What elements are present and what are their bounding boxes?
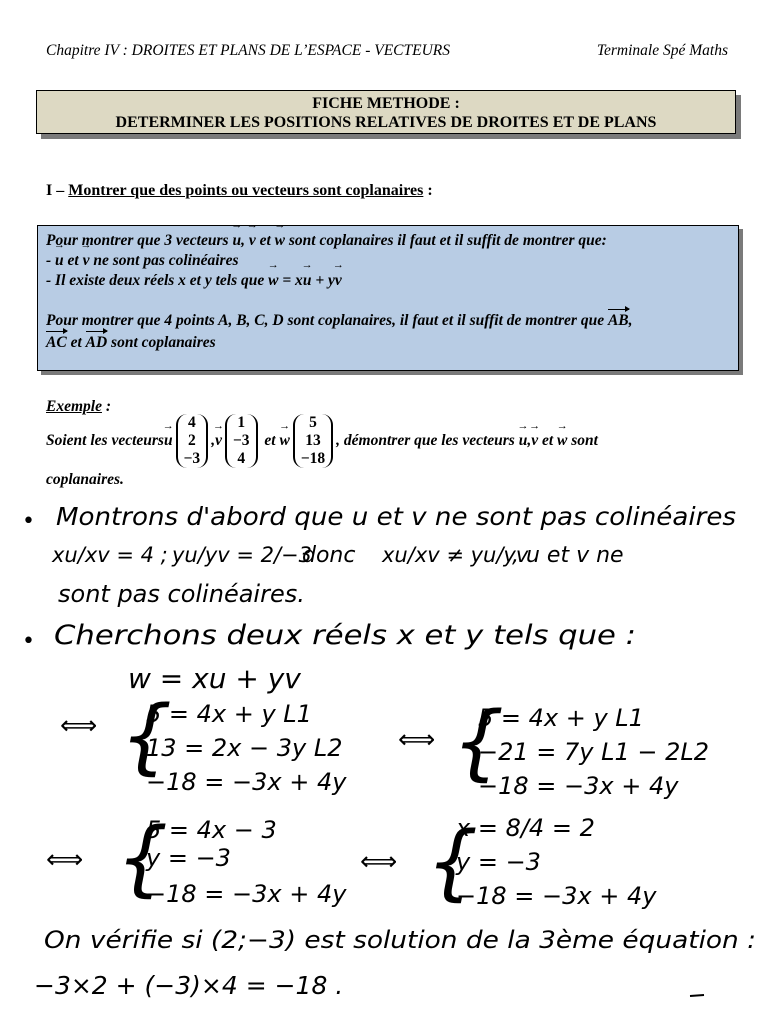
text: et: [66, 334, 86, 351]
sys3-eq2: y = −3: [146, 844, 231, 872]
vector-w: → w: [268, 271, 278, 291]
text: + y: [311, 272, 335, 289]
coord: 4: [188, 414, 196, 431]
sys3-eq3: −18 = −3x + 4y: [146, 880, 347, 908]
example-colon: :: [101, 398, 112, 415]
text: sont coplanaires il faut et il suffit de montrer que:: [284, 232, 607, 249]
vector-v: → v: [531, 432, 538, 450]
equiv-4: ⟺: [360, 847, 398, 877]
sys1-eq1: 5 = 4x + y L1: [146, 700, 312, 728]
hw-ratio-3: xu/xv ≠ yu/yv: [382, 543, 529, 567]
hw-main-equation: w = xu + yv: [128, 662, 301, 695]
vector-v: → v: [335, 271, 342, 291]
sys3-eq1: 5 = 4x − 3: [146, 816, 277, 844]
hw-ratio-3-tail: , u et v ne: [512, 543, 624, 568]
sys4-eq2: y = −3: [456, 848, 541, 876]
vector-u: → u: [519, 432, 528, 450]
coord: 13: [305, 432, 321, 449]
hw-line-4: Cherchons deux réels x et y tels que :: [54, 620, 636, 651]
text: et: [255, 232, 275, 249]
stray-mark: [690, 995, 704, 996]
sys2-eq3: −18 = −3x + 4y: [478, 772, 679, 800]
text: , démontrer que les vecteurs: [336, 432, 519, 449]
vector-u: → u: [232, 231, 241, 251]
section-number: I –: [46, 182, 65, 199]
hw-line-1: Montrons d'abord que u et v ne sont pas colinéaires: [56, 502, 736, 531]
hw-ratio-2: yu/yv = 2/−3: [172, 543, 313, 567]
vector-ab: AB: [607, 312, 629, 329]
text: et: [260, 432, 280, 449]
sys1-eq3: −18 = −3x + 4y: [146, 768, 347, 796]
brace-1: {: [120, 689, 173, 784]
sys2-eq2: −21 = 7y L1 − 2L2: [478, 738, 710, 766]
text: - Il existe deux réels x et y tels que: [46, 272, 269, 289]
text: ,: [211, 432, 216, 449]
text: -: [46, 252, 56, 269]
equiv-3: ⟺: [46, 845, 84, 875]
sys2-eq1: 5 = 4x + y L1: [478, 704, 644, 732]
coord: 1: [237, 414, 246, 431]
vector-v: → v: [83, 251, 90, 271]
vector-v: → v: [215, 432, 222, 450]
text: ,: [527, 432, 532, 449]
hw-line-3: sont pas colinéaires.: [58, 580, 305, 608]
bullet-2: •: [22, 629, 35, 654]
title-line-2: DETERMINER LES POSITIONS RELATIVES DE DROITES ET DE PLANS: [115, 114, 657, 131]
text: et: [63, 252, 83, 269]
hw-donc: donc: [302, 543, 356, 568]
text: ne sont pas colinéaires: [89, 252, 239, 269]
vector-u: → u: [303, 271, 312, 291]
vector-u: → u: [55, 251, 64, 271]
vector-ac: AC: [46, 334, 67, 351]
vector-v: → v: [249, 231, 256, 251]
coord: −3: [183, 450, 201, 467]
section-title: Montrer que des points ou vecteurs sont coplanaires: [68, 182, 424, 199]
course-name: Terminale Spé Maths: [596, 42, 728, 59]
text: ,: [241, 232, 249, 249]
hw-ratio-1: xu/xv = 4 ;: [52, 543, 168, 567]
text: Soient les vecteurs: [46, 432, 164, 449]
text: Pour montrer que 4 points A, B, C, D sont coplanaires, il faut et il suffit de montrer que: [46, 312, 608, 329]
vector-w: → w: [557, 432, 567, 450]
title-line-1: FICHE METHODE :: [312, 95, 460, 112]
text: = x: [278, 272, 303, 289]
sys1-eq2: 13 = 2x − 3y L2: [146, 734, 343, 762]
vector-w: → w: [275, 231, 285, 251]
chapter-title: Chapitre IV : DROITES ET PLANS DE L’ESPACE - VECTEURS: [46, 42, 450, 59]
brace-2: {: [452, 695, 505, 790]
example-word: Exemple: [46, 398, 102, 415]
coord: 2: [188, 432, 196, 449]
vector-w: → w: [279, 432, 289, 450]
vector-u: → u: [164, 432, 173, 450]
text: sont coplanaires: [107, 334, 216, 351]
text: Pour montrer que 3 vecteurs: [46, 232, 233, 249]
hw-final: −3×2 + (−3)×4 = −18 .: [34, 971, 344, 1000]
vector-ad: AD: [85, 334, 108, 351]
sys4-eq3: −18 = −3x + 4y: [456, 882, 657, 910]
brace-4: {: [426, 815, 479, 910]
section-colon: :: [423, 182, 433, 199]
coord: −3: [232, 432, 250, 449]
text: ,: [628, 312, 633, 329]
equiv-2: ⟺: [398, 725, 436, 755]
coord: 4: [237, 450, 246, 467]
bullet-1: •: [22, 509, 35, 534]
brace-3: {: [116, 811, 169, 906]
text: sont: [567, 432, 598, 449]
equiv-1: ⟺: [60, 711, 98, 741]
text: et: [538, 432, 558, 449]
hw-verify: On vérifie si (2;−3) est solution de la 3ème équation :: [44, 926, 756, 954]
sys4-eq1: x = 8/4 = 2: [456, 814, 595, 842]
example-statement-end: coplanaires.: [46, 471, 124, 488]
coord: −18: [300, 450, 326, 467]
coord: 5: [309, 414, 317, 431]
